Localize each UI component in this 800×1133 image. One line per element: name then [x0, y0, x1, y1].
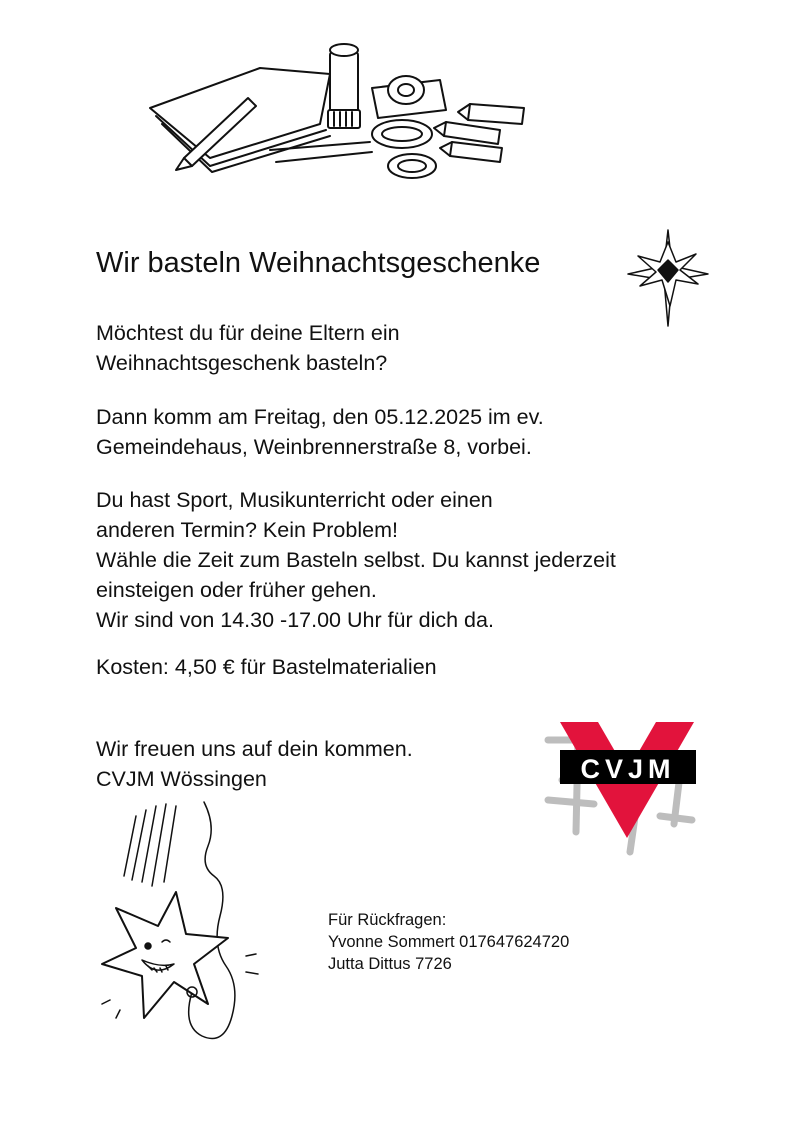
logo-text: CVJM — [580, 754, 676, 784]
craft-supplies-icon — [140, 38, 540, 198]
text-line: Weihnachtsgeschenk basteln? — [96, 351, 388, 375]
craft-supplies-illustration — [140, 38, 540, 198]
text-line: Dann komm am Freitag, den 05.12.2025 im ev. — [96, 405, 544, 429]
date-location-paragraph — [96, 402, 544, 462]
text-line: einsteigen oder früher gehen. — [96, 578, 377, 602]
contact-heading: Für Rückfragen: — [328, 911, 447, 929]
christmas-star-icon — [626, 228, 710, 328]
contact-line: Jutta Dittus 7726 — [328, 955, 452, 973]
text-line: Wähle die Zeit zum Basteln selbst. Du kannst jederzeit — [96, 548, 616, 572]
text-line: Wir freuen uns auf dein kommen. — [96, 737, 413, 761]
text-line: CVJM Wössingen — [96, 767, 267, 791]
text-line: anderen Termin? Kein Problem! — [96, 518, 398, 542]
flexible-time-paragraph — [96, 485, 616, 635]
falling-star-cartoon-icon — [96, 796, 276, 1052]
text-line: Du hast Sport, Musikunterricht oder einen — [96, 488, 493, 512]
cost-line: Kosten: 4,50 € für Bastelmaterialien — [96, 655, 437, 679]
text-line: Wir sind von 14.30 -17.00 Uhr für dich da. — [96, 608, 494, 632]
text-line: Möchtest du für deine Eltern ein — [96, 321, 400, 345]
text-line: Gemeindehaus, Weinbrennerstraße 8, vorbei. — [96, 435, 532, 459]
contact-block — [328, 909, 569, 975]
contact-line: Yvonne Sommert 017647624720 — [328, 933, 570, 951]
closing-paragraph — [96, 734, 413, 794]
intro-paragraph — [96, 318, 400, 378]
cvjm-logo — [542, 720, 698, 860]
page-title: Wir basteln Weihnachtsgeschenke — [96, 247, 541, 279]
